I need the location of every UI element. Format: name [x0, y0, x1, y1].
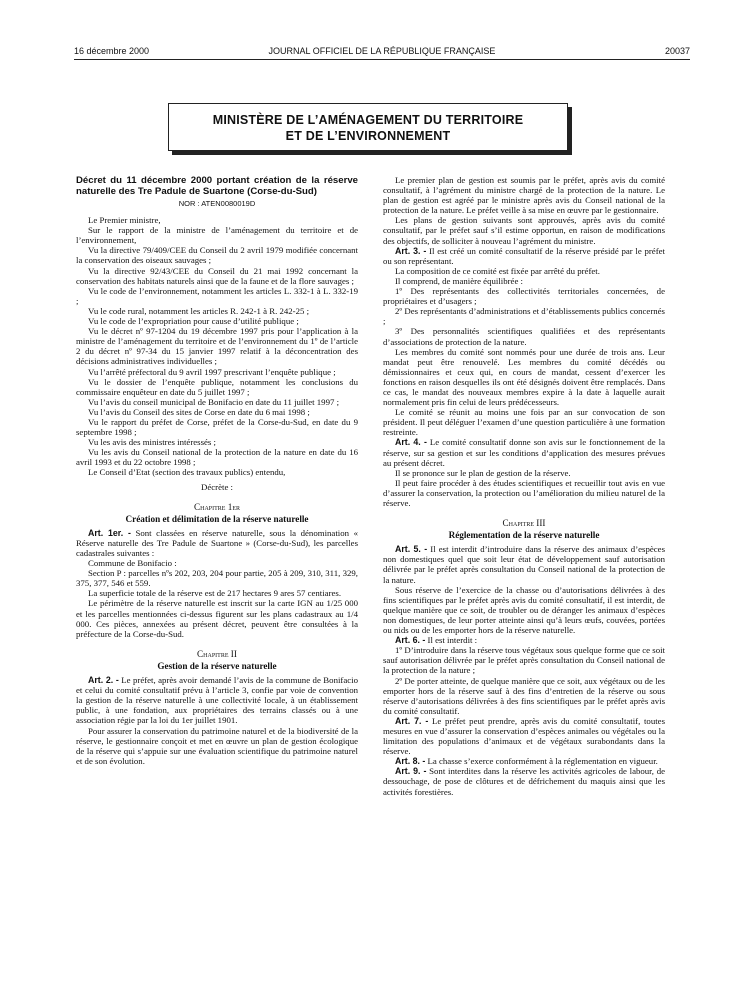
paragraph: Commune de Bonifacio :	[88, 558, 177, 569]
paragraph: 2º Des représentants d’administrations et d’établissements publics concernés ;	[383, 306, 665, 327]
paragraph: Vu l’avis du Conseil des sites de Corse en date du 6 mai 1998 ;	[88, 406, 310, 417]
management-plan-paragraphs	[383, 175, 665, 246]
article-3-paragraphs	[383, 266, 665, 438]
article-4-paragraphs	[383, 468, 665, 508]
chapter-3-title: Réglementation de la réserve naturelle	[448, 530, 600, 541]
article-6-paragraphs	[383, 645, 665, 716]
article-9	[383, 766, 665, 796]
ministry-box	[168, 103, 568, 151]
chapter-2-heading: Chapitre II	[197, 648, 237, 659]
paragraph: 3º Des personnalités scientifiques qualifiées et des représentants d’associations de protection de la nature.	[383, 326, 665, 347]
article-4-text: Le comité consultatif donne son avis sur le fonctionnement de la réserve, sur sa gestion et sur les conditions d’application des mesures prévues au présent décret.	[383, 437, 665, 468]
paragraph: Vu la directive 92/43/CEE du Conseil du 21 mai 1992 concernant la conservation des habitats naturels ainsi que de la faune et de la flore sauvages ;	[76, 265, 358, 286]
chapter-2-title: Gestion de la réserve naturelle	[157, 660, 277, 671]
paragraph: Le premier plan de gestion est soumis par le préfet, après avis du comité consultatif, à l’agrément du ministre chargé de la protection de la nature. Le plan de gestion est agréé par le ministre après avis du Conseil national de la protection de la nature. Le préfet veille à sa mise en œuvre par le gestionnaire.	[383, 175, 665, 216]
paragraph: 2º De porter atteinte, de quelque manière que ce soit, aux végétaux ou de les emporter hors de la réserve sauf à des fins d’entretien de la réserve ou sous réserve d’autorisations délivrées à des fins scientifiques par le préfet après avis du comité consultatif.	[383, 675, 665, 716]
header-journal-title: JOURNAL OFFICIEL DE LA RÉPUBLIQUE FRANÇAISE	[268, 46, 496, 56]
paragraph: Vu l’avis du conseil municipal de Bonifacio en date du 11 juillet 1997 ;	[88, 396, 340, 407]
ministry-line-1: MINISTÈRE DE L’AMÉNAGEMENT DU TERRITOIRE	[212, 113, 524, 127]
paragraph: Sur le rapport de la ministre de l’aménagement du territoire et de l’environnement,	[76, 225, 358, 246]
chapter-3-heading: Chapitre III	[502, 518, 546, 529]
paragraph: La composition de ce comité est fixée par arrêté du préfet.	[395, 265, 600, 276]
article-7-text: Le préfet peut prendre, après avis du comité consultatif, toutes mesures en vue d’assurer la conservation d’espèces animales ou végétales ou la limitation des populations d’animaux et de végétaux surabondants dans la réserve.	[383, 715, 666, 757]
paragraph: Le Premier ministre,	[88, 215, 161, 226]
article-6-text: Il est interdit :	[427, 635, 478, 646]
article-5	[383, 544, 665, 584]
article-1-text: Sont classées en réserve naturelle, sous la dénomination « Réserve naturelle des Tre Padule de Suartone » (Corse-du-Sud), les parcelles cadastrales suivantes :	[76, 527, 358, 558]
article-3	[383, 246, 665, 266]
paragraph: 1º Des représentants des collectivités territoriales concernées, de propriétaires et d’usagers ;	[383, 286, 665, 307]
paragraph: Vu le code de l’environnement, notamment les articles L. 332-1 à L. 332-19 ;	[76, 285, 358, 306]
paragraph: Vu les avis du Conseil national de la protection de la nature en date du 16 avril 1993 et du 22 octobre 1998 ;	[76, 447, 358, 468]
paragraph: Section P : parcelles nºs 202, 203, 204 pour partie, 205 à 209, 310, 311, 329, 375, 377, 546 et 559.	[76, 568, 358, 589]
paragraph: Vu le rapport du préfet de Corse, préfet de la Corse-du-Sud, en date du 9 septembre 1998 ;	[76, 416, 358, 438]
article-8-label: Art. 8. -	[395, 756, 426, 767]
article-3-text: Il est créé un comité consultatif de la réserve présidé par le préfet ou son représentant.	[383, 245, 665, 266]
chapter-1-heading: Chapitre 1er	[193, 501, 241, 512]
paragraph: Le comité se réunit au moins une fois par an sur convocation de son président. Il peut déléguer l’examen d’une question particulière à une formation restreinte.	[383, 407, 665, 438]
paragraph: 1º D’introduire dans la réserve tous végétaux sous quelque forme que ce soit sauf autorisation délivrée par le préfet après consultation du Conseil national de la protection de la nature ;	[383, 645, 665, 676]
nor-reference: NOR : ATEN0080019D	[178, 199, 256, 208]
article-8	[383, 756, 665, 766]
paragraph: Les plans de gestion suivants sont approuvés, après avis du comité consultatif, par le préfet sauf s’il estime opportun, en raison de modifications des objectifs, de solliciter à nouveau l’agrément du ministre.	[383, 215, 665, 246]
paragraph: Vu les avis des ministres intéressés ;	[88, 437, 216, 448]
visa-list	[76, 215, 358, 477]
running-header	[74, 46, 690, 60]
article-5-label: Art. 5. -	[395, 544, 428, 555]
chapter-1-title: Création et délimitation de la réserve naturelle	[125, 513, 309, 524]
paragraph: Il peut faire procéder à des études scientifiques et recueillir tout avis en vue d’assurer la conservation, la protection ou l’amélioration du milieu naturel de la réserve.	[383, 477, 665, 508]
article-9-label: Art. 9. -	[395, 766, 427, 777]
paragraph: Vu le code rural, notamment les articles R. 242-1 à R. 242-25 ;	[88, 305, 310, 316]
article-2-paragraph: Pour assurer la conservation du patrimoine naturel et de la biodiversité de la réserve, le gestionnaire conçoit et met en œuvre un plan de gestion écologique de la réserve qui s’appuie sur une évaluation scientifique du patrimoine naturel et de son évolution.	[76, 725, 358, 766]
paragraph: La superficie totale de la réserve est de 217 hectares 9 ares 57 centiares.	[88, 588, 342, 599]
paragraph: Vu le décret nº 97-1204 du 19 décembre 1997 pris pour l’application à la ministre de l’aménagement du territoire et de l’environnement du 1º de l’article 2 du décret nº 97-34 du 15 janvier 1997 relatif à la déconcentration des décisions administratives individuelles ;	[76, 326, 358, 367]
paragraph: Vu le dossier de l’enquête publique, notamment les conclusions du commissaire enquêteur en date du 5 juillet 1997 ;	[76, 376, 358, 397]
article-7	[383, 716, 665, 756]
ministry-line-2: ET DE L’ENVIRONNEMENT	[285, 129, 451, 143]
paragraph: Il comprend, de manière équilibrée :	[395, 275, 523, 286]
paragraph: Le périmètre de la réserve naturelle est inscrit sur la carte IGN au 1/25 000 et les parcelles mentionnées ci-dessus figurent sur les plans cadastraux au 1/4 000. Ces pièces, annexées au présent décret, peuvent être consultées à la préfecture de la Corse-du-Sud.	[76, 598, 358, 639]
article-6	[383, 635, 665, 645]
article-1	[76, 528, 358, 558]
article-6-label: Art. 6. -	[395, 635, 426, 646]
decrete-line: Décrète :	[201, 481, 233, 492]
article-9-text: Sont interdites dans la réserve les activités agricoles de labour, de dessouchage, de pose de clôtures et de défrichement du maquis ainsi que les activités forestières.	[383, 766, 666, 797]
article-8-text: La chasse s’exerce conformément à la réglementation en vigueur.	[427, 756, 658, 767]
header-page-number: 20037	[664, 46, 690, 56]
article-3-label: Art. 3. -	[395, 245, 427, 256]
article-5-text: Il est interdit d’introduire dans la réserve des animaux d’espèces non domestiques quel que soit leur état de développement sauf autorisation délivrée par le préfet après consultation du Conseil national de la protection de la nature.	[383, 544, 665, 585]
header-rule	[74, 59, 690, 60]
paragraph: Il se prononce sur le plan de gestion de la réserve.	[395, 467, 571, 478]
paragraph: Les membres du comité sont nommés pour une durée de trois ans. Leur mandat peut être renouvelé. Les membres du comité décédés ou démissionnaires et ceux qui, en cours de mandat, cessent d’exercer les fonctions en raison desquelles ils ont été désignés doivent être remplacés. Dans ce cas, le mandat des nouveaux membres expire à la date à laquelle aurait normalement pris fin celui de leurs prédécesseurs.	[383, 346, 665, 408]
article-5-paragraph: Sous réserve de l’exercice de la chasse ou d’autorisations délivrées à des fins scientifiques par le préfet après avis du comité consultatif, il est interdit, de quelque manière que ce soit, de troubler ou de déranger les animaux d’espèces non domestiques, de leur porter atteinte ainsi qu’à leurs œufs, couvées, portées ou nids ou de les emporter hors de la réserve naturelle.	[383, 584, 665, 636]
decree-title: Décret du 11 décembre 2000 portant création de la réserve naturelle des Tre Padule de Suartone (Corse-du-Sud)	[76, 175, 358, 197]
article-4-label: Art. 4. -	[395, 437, 427, 448]
article-7-label: Art. 7. -	[395, 715, 429, 726]
left-column	[76, 175, 358, 766]
paragraph: Vu l’arrêté préfectoral du 9 avril 1997 prescrivant l’enquête publique ;	[88, 366, 336, 377]
right-column	[383, 175, 665, 797]
article-2	[76, 675, 358, 725]
header-date: 16 décembre 2000	[74, 46, 150, 56]
article-4	[383, 437, 665, 467]
paragraph: Vu la directive 79/409/CEE du Conseil du 2 avril 1979 modifiée concernant la conservation des oiseaux sauvages ;	[76, 245, 358, 266]
article-2-label: Art. 2. -	[88, 675, 119, 686]
paragraph: Vu le code de l’expropriation pour cause d’utilité publique ;	[88, 316, 299, 327]
paragraph: Le Conseil d’Etat (section des travaux publics) entendu,	[88, 467, 286, 478]
article-1-label: Art. 1er. -	[88, 527, 131, 538]
article-2-text: Le préfet, après avoir demandé l’avis de la commune de Bonifacio et celui du comité consultatif prévu à l’article 3, confie par voie de convention la gestion de la réserve naturelle à une collectivité locale, à un établissement public, à une fondation, aux propriétaires des terrains classés ou à une association régie par la loi du 1er juillet 1901.	[76, 675, 358, 726]
article-1-paragraphs	[76, 558, 358, 639]
